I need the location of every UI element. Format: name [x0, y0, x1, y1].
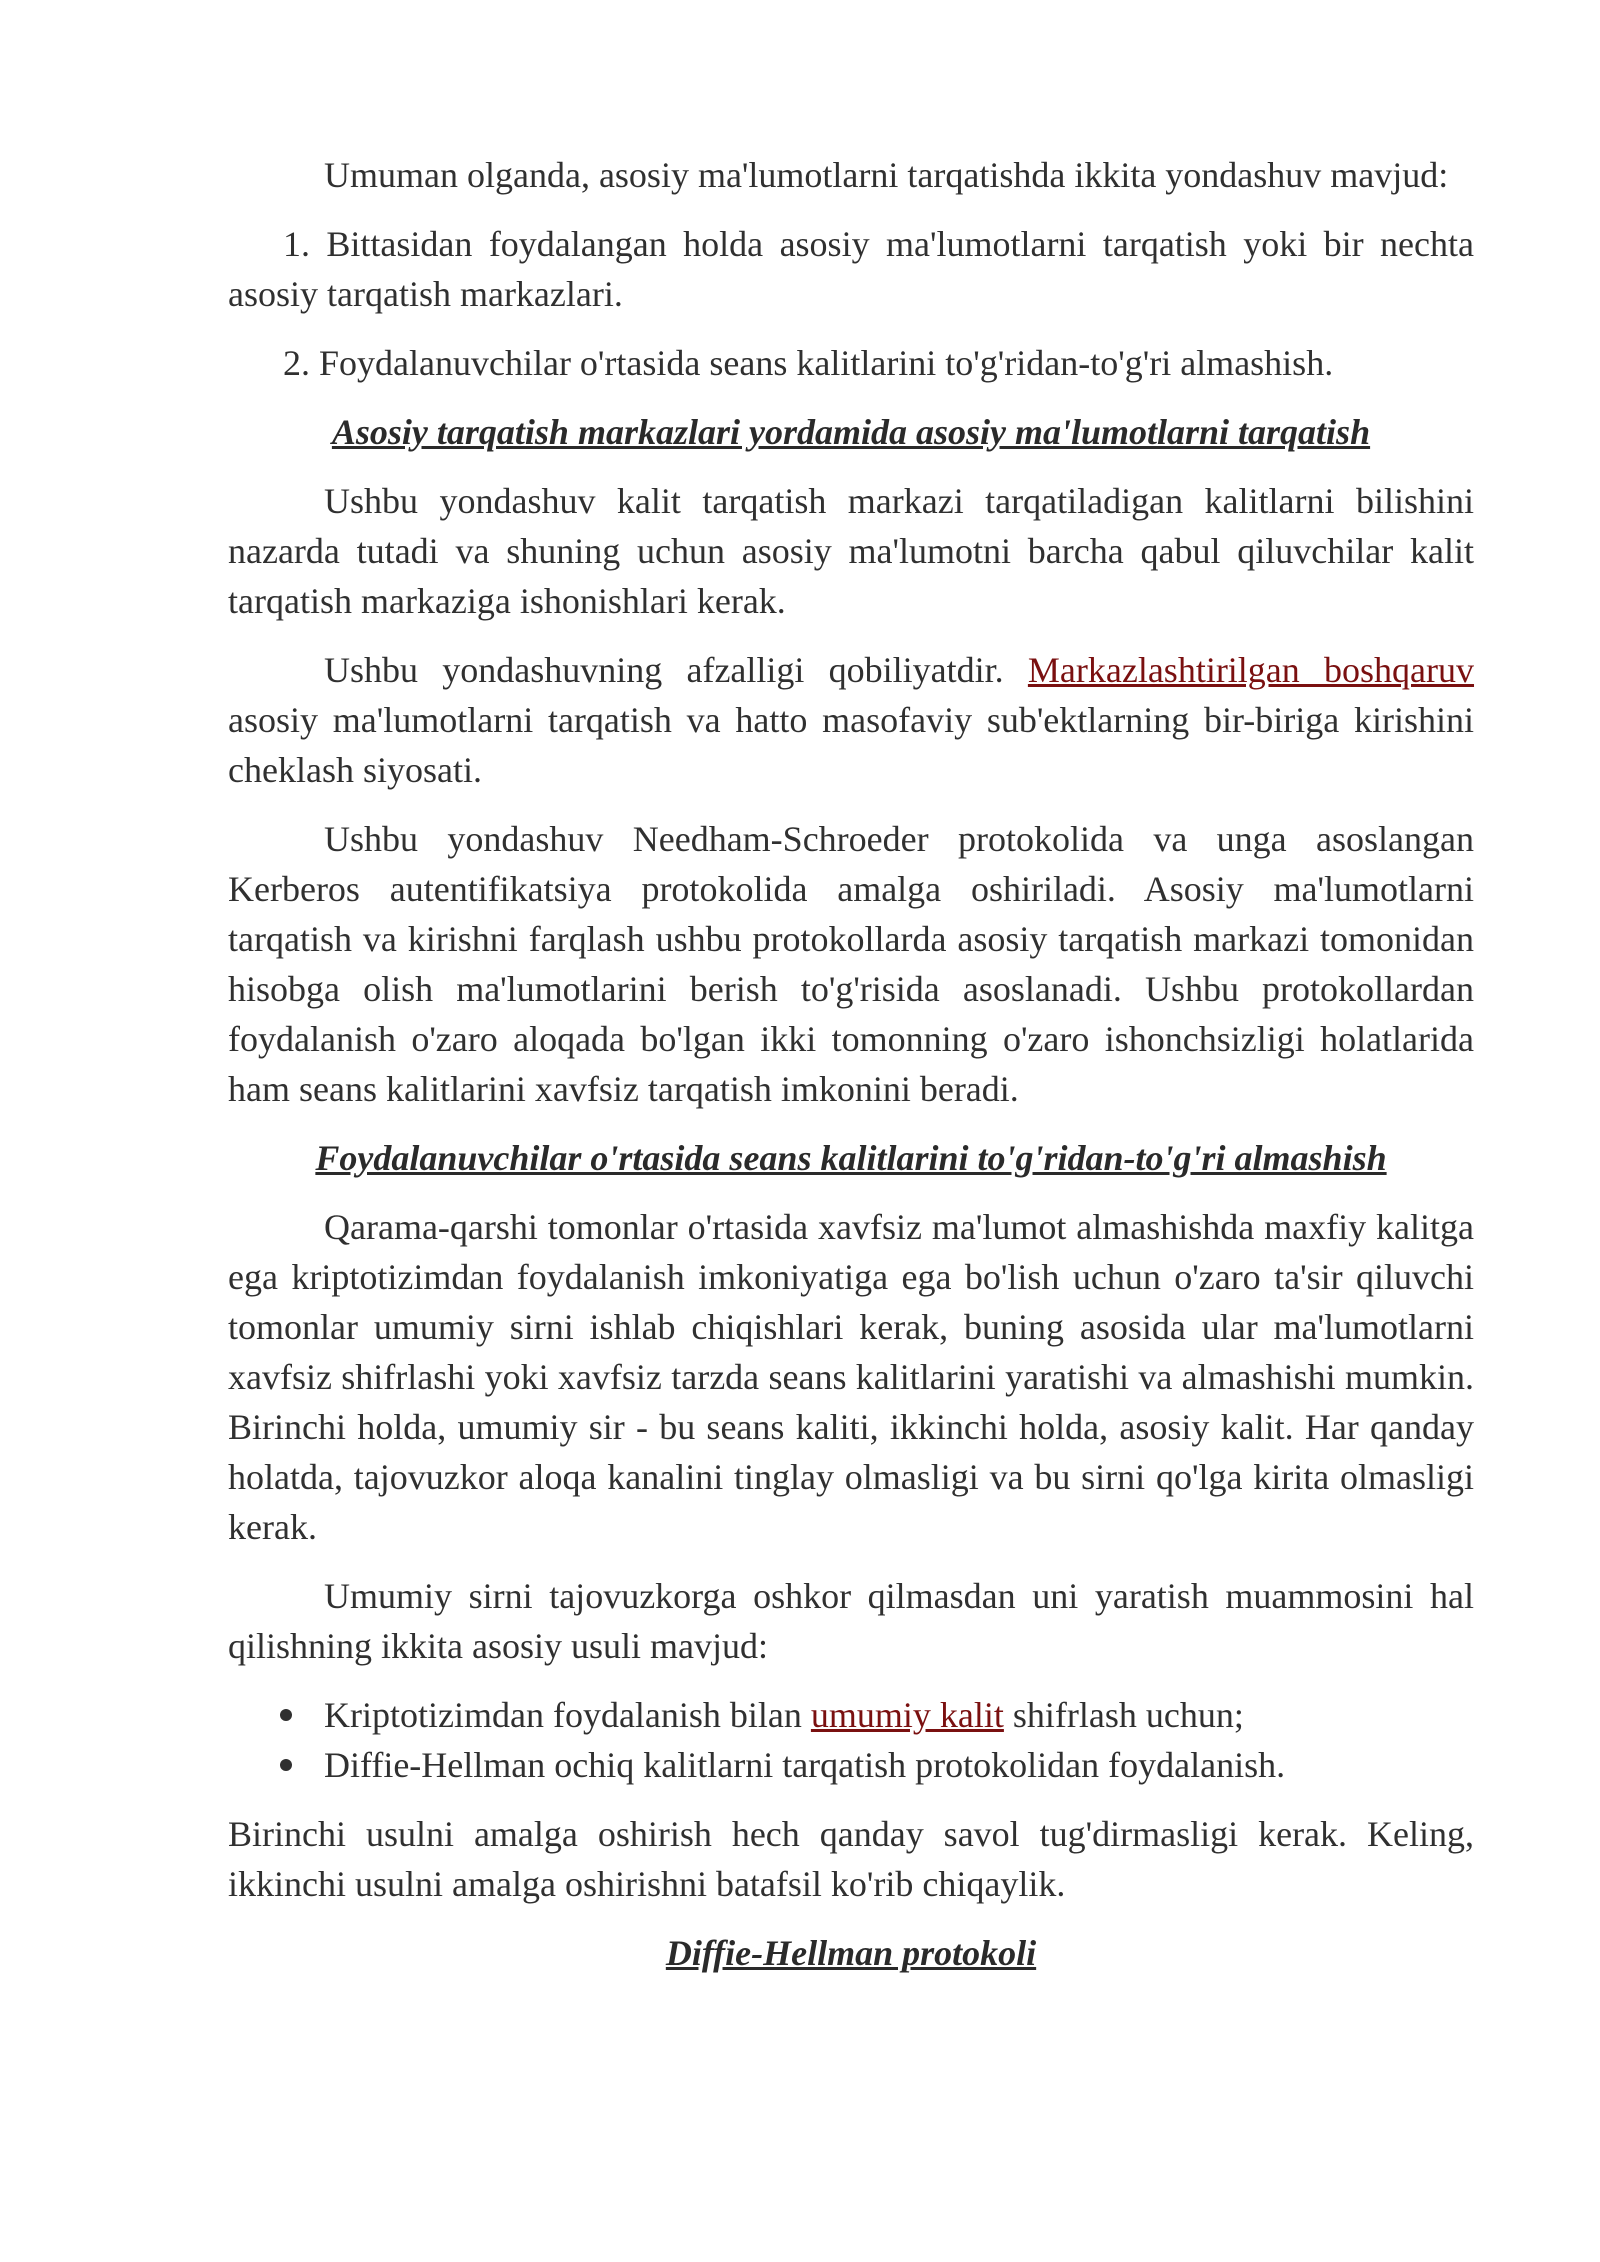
paragraph-needham-schroeder: Ushbu yondashuv Needham-Schroeder protokolida va unga asoslangan Kerberos autentifikatsiya protokolida amalga oshiriladi. Asosiy ma'lumotlarni tarqatish va kirishni farqlash ushbu protokollarda asosiy tarqatish markazi tomonidan hisobga olish ma'lumotlarini berish to'g'risida asoslanadi. Ushbu protokollardan foydalanish o'zaro aloqada bo'lgan ikki tomonning o'zaro ishonchsizligi holatlarida ham seans kalitlarini xavfsiz tarqatish imkonini beradi. — [228, 819, 1474, 1109]
bullet-item-text-before: Kriptotizimdan foydalanish bilan — [324, 1695, 811, 1735]
intro-paragraph: Umuman olganda, asosiy ma'lumotlarni tarqatishda ikkita yondashuv mavjud: — [324, 155, 1449, 195]
section-heading-distribution-centers: Asosiy tarqatish markazlari yordamida asosiy ma'lumotlarni tarqatish — [331, 412, 1371, 452]
paragraph-two-methods: Umumiy sirni tajovuzkorga oshkor qilmasdan uni yaratish muammosini hal qilishning ikkita asosiy usuli mavjud: — [228, 1576, 1474, 1666]
paragraph-advantage-text-before: Ushbu yondashuvning afzalligi qobiliyatdir. — [324, 650, 1028, 690]
bullet-dot-icon — [280, 1709, 292, 1721]
bullet-item-diffie-hellman — [228, 1740, 1474, 1790]
bullet-item-text-after: shifrlash uchun; — [1003, 1695, 1244, 1735]
paragraph-advantage — [228, 645, 1474, 795]
numbered-item-2: 2. Foydalanuvchilar o'rtasida seans kalitlarini to'g'ridan-to'g'ri almashish. — [283, 343, 1334, 383]
bullet-item-text: Diffie-Hellman ochiq kalitlarni tarqatish protokolidan foydalanish. — [324, 1745, 1286, 1785]
link-centralized-management[interactable]: Markazlashtirilgan boshqaruv — [1027, 650, 1475, 690]
paragraph-kdc-approach: Ushbu yondashuv kalit tarqatish markazi tarqatiladigan kalitlarni bilishini nazarda tutadi va shuning uchun asosiy ma'lumotni barcha qabul qiluvchilar kalit tarqatish markaziga ishonishlari kerak. — [228, 481, 1474, 621]
section-heading-direct-exchange: Foydalanuvchilar o'rtasida seans kalitlarini to'g'ridan-to'g'ri almashish — [315, 1138, 1387, 1178]
bullet-item-public-key — [228, 1690, 1474, 1740]
bullet-dot-icon — [280, 1759, 292, 1771]
paragraph-advantage-text-after: asosiy ma'lumotlarni tarqatish va hatto masofaviy sub'ektlarning bir-biriga kirishini cheklash siyosati. — [228, 700, 1474, 790]
methods-bullet-list — [228, 1690, 1474, 1790]
numbered-item-1: 1. Bittasidan foydalangan holda asosiy ma'lumotlarni tarqatish yoki bir nechta asosiy tarqatish markazlari. — [228, 224, 1474, 314]
document-page — [228, 150, 1474, 1997]
link-public-key[interactable]: umumiy kalit — [810, 1695, 1004, 1735]
paragraph-shared-secret: Qarama-qarshi tomonlar o'rtasida xavfsiz ma'lumot almashishda maxfiy kalitga ega kriptotizimdan foydalanish imkoniyatiga ega bo'lish uchun o'zaro ta'sir qiluvchi tomonlar umumiy sirni ishlab chiqishlari kerak, buning asosida ular ma'lumotlarni xavfsiz shifrlashi yoki xavfsiz tarzda seans kalitlarini yaratishi va almashishi mumkin. Birinchi holda, umumiy sir - bu seans kaliti, ikkinchi holda, asosiy kalit. Har qanday holatda, tajovuzkor aloqa kanalini tinglay olmasligi va bu sirni qo'lga kirita olmasligi kerak. — [228, 1207, 1474, 1547]
paragraph-first-method: Birinchi usulni amalga oshirish hech qanday savol tug'dirmasligi kerak. Keling, ikkinchi usulni amalga oshirishni batafsil ko'rib chiqaylik. — [228, 1814, 1474, 1904]
section-heading-diffie-hellman: Diffie-Hellman protokoli — [665, 1933, 1037, 1973]
